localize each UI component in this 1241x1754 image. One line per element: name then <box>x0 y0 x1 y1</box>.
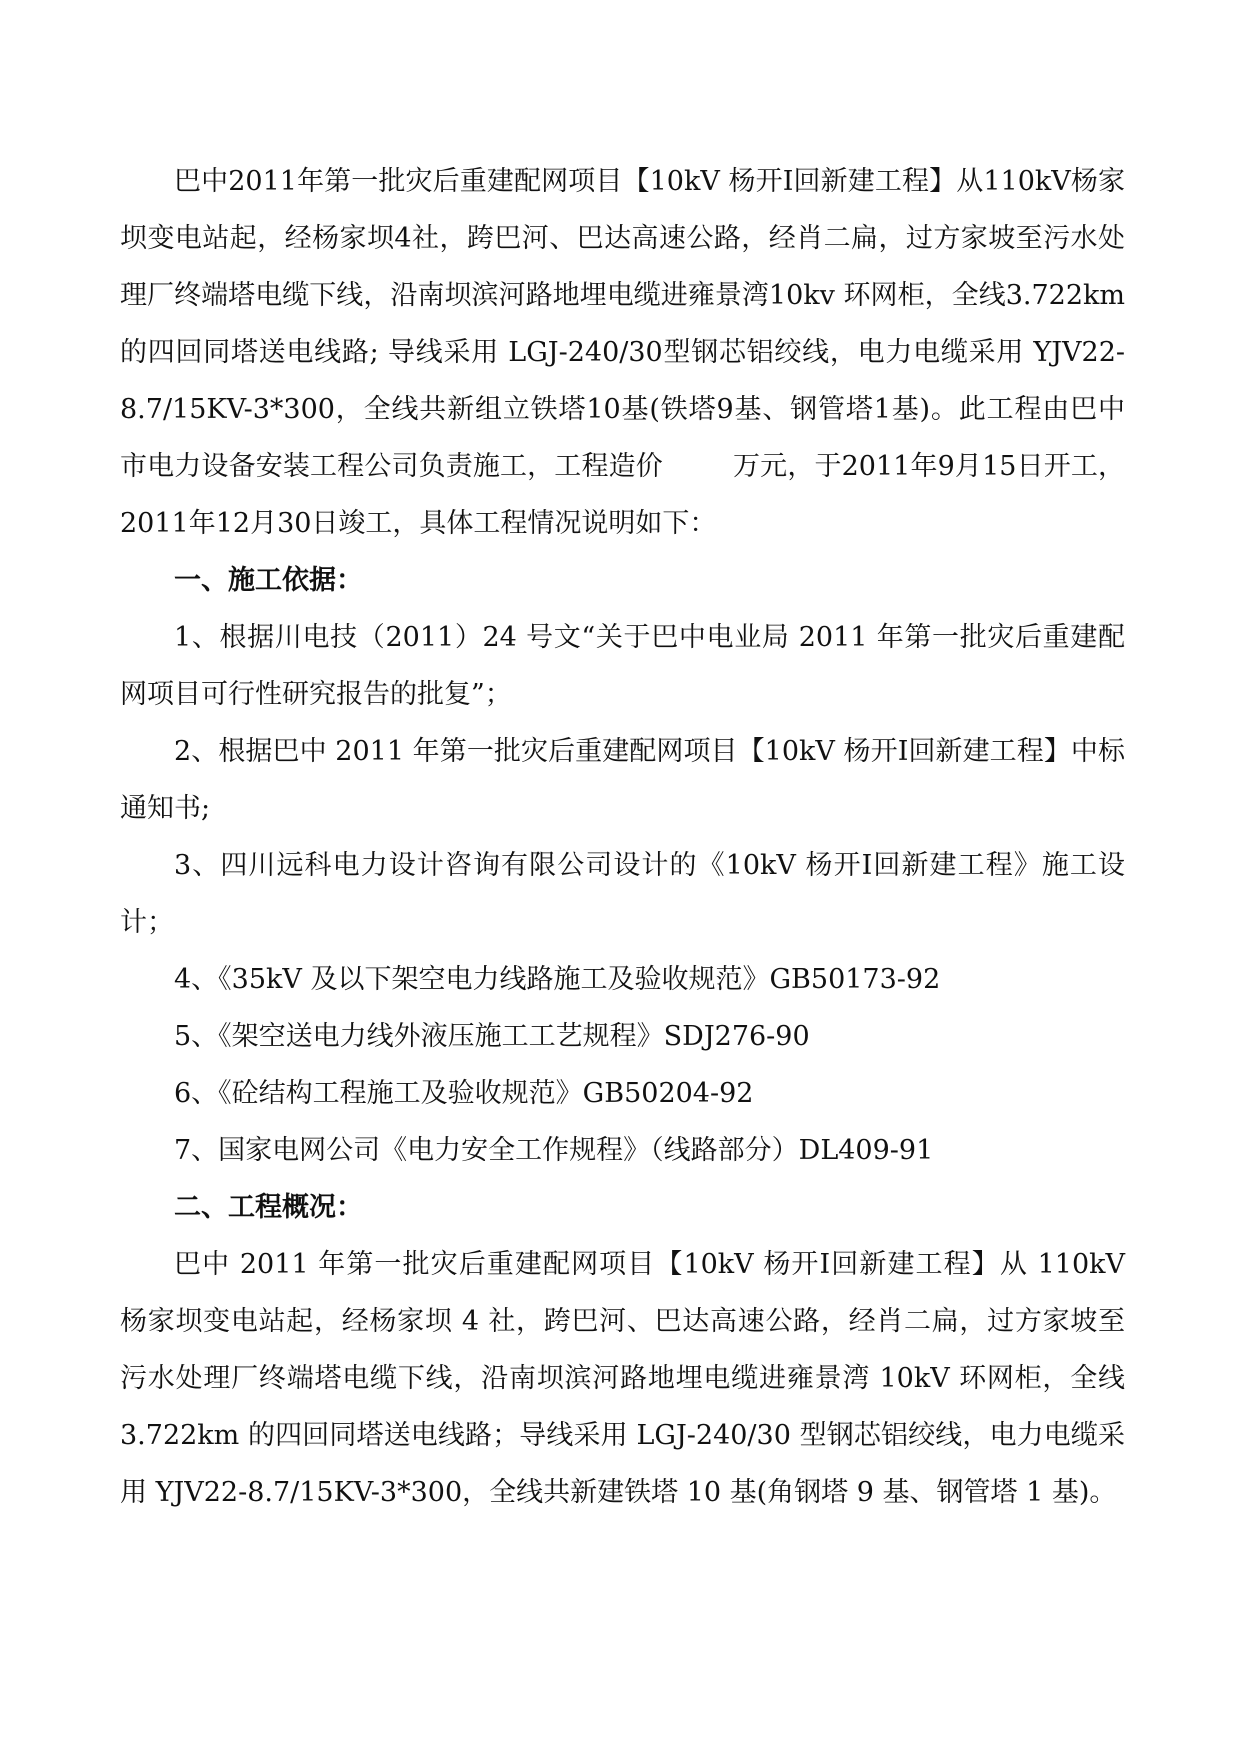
basis-item-1: 1、根据川电技（2011）24 号文“关于巴中电业局 2011 年第一批灾后重建配网项目可行性研究报告的批复”； <box>120 622 1125 710</box>
basis-item-5: 5、《架空送电力线外液压施工工艺规程》SDJ276-90 <box>174 1021 810 1052</box>
basis-item-4: 4、《35kV 及以下架空电力线路施工及验收规范》GB50173-92 <box>174 964 941 995</box>
intro-text-part2: 万元，于2011年9月15日开工，2011年12月30日竣工，具体工程情况说明如下： <box>120 451 1126 539</box>
basis-item-3: 3、四川远科电力设计咨询有限公司设计的《10kV 杨开Ⅰ回新建工程》施工设计； <box>120 850 1125 938</box>
section1-heading: 一、施工依据： <box>174 565 363 596</box>
document-body <box>120 153 1125 1521</box>
basis-item-7: 7、国家电网公司《电力安全工作规程》（线路部分）DL409-91 <box>174 1135 934 1166</box>
basis-item-6: 6、《砼结构工程施工及验收规范》GB50204-92 <box>174 1078 754 1109</box>
overview-paragraph: 巴中 2011 年第一批灾后重建配网项目【10kV 杨开Ⅰ回新建工程】从 110kV 杨家坝变电站起，经杨家坝 4 社，跨巴河、巴达高速公路，经肖二扁，过方家坡至污水处理厂终端塔电缆下线，沿南坝滨河路地埋电缆进雍景湾 10kV 环网柜，全线 3.722km 的四回同塔送电线路；导线采用 LGJ-240/30 型钢芯铝绞线，电力电缆采用 YJV22-8.7/15KV-3*300，全线共新建铁塔 10 基(角钢塔 9 基、钢管塔 1 基)。 <box>120 1249 1125 1508</box>
intro-paragraph <box>120 153 1125 552</box>
section2-heading: 二、工程概况： <box>174 1192 363 1223</box>
intro-text-part1: 巴中2011年第一批灾后重建配网项目【10kV 杨开Ⅰ回新建工程】从110kV杨家坝变电站起，经杨家坝4社，跨巴河、巴达高速公路，经肖二扁，过方家坡至污水处理厂终端塔电缆下线，沿南坝滨河路地埋电缆进雍景湾10kv 环网柜，全线3.722km 的四回同塔送电线路; 导线采用 LGJ-240/30型钢芯铝绞线，电力电缆采用 YJV22-8.7/15KV-3*300，全线共新组立铁塔10基(铁塔9基、钢管塔1基)。此工程由巴中市电力设备安装工程公司负责施工，工程造价 <box>120 166 1125 482</box>
basis-item-2: 2、根据巴中 2011 年第一批灾后重建配网项目【10kV 杨开Ⅰ回新建工程】中标通知书; <box>120 736 1125 824</box>
